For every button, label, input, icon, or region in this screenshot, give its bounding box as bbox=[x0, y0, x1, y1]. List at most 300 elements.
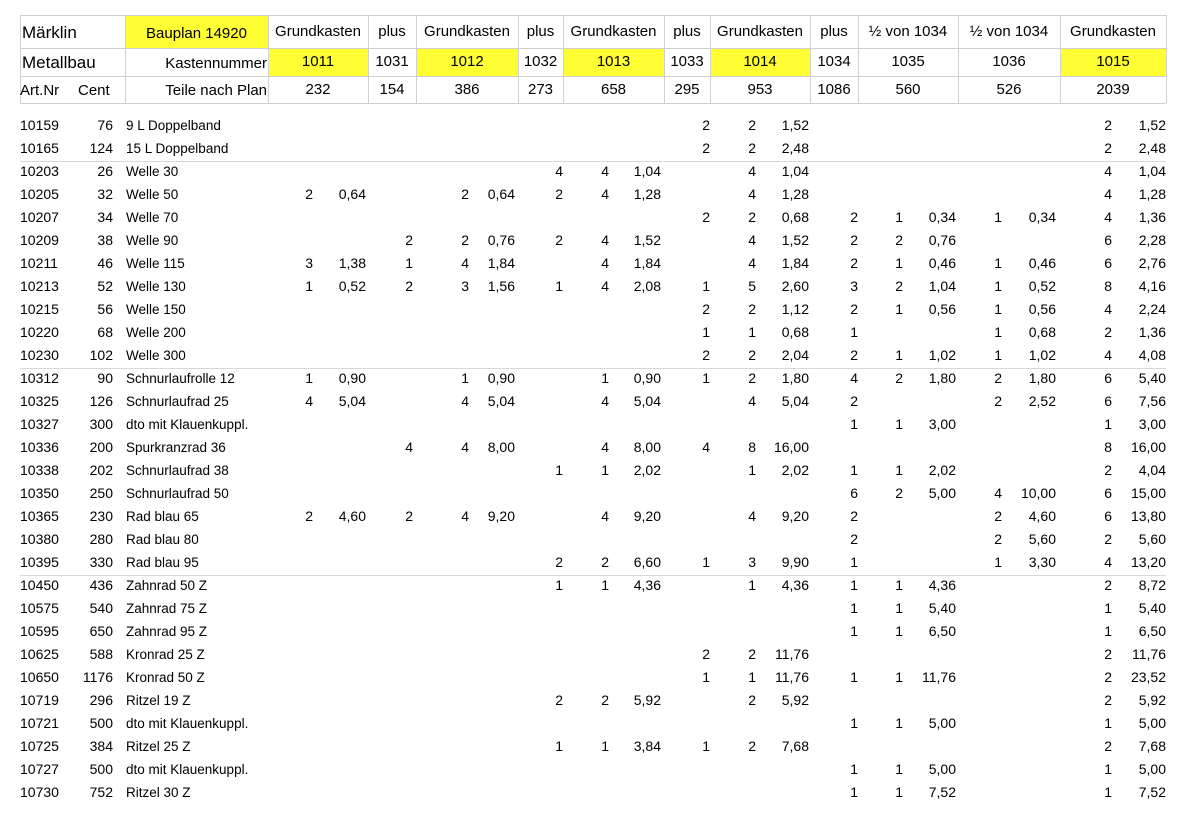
column-header: Grundkasten bbox=[1070, 23, 1156, 40]
table-cell: 4 bbox=[1104, 347, 1112, 363]
table-cell: 5,04 bbox=[487, 393, 515, 409]
part-name: Welle 115 bbox=[126, 256, 185, 271]
table-cell: 2 bbox=[895, 232, 903, 248]
table-cell: 1,04 bbox=[781, 163, 809, 179]
table-cell: 6 bbox=[850, 485, 858, 501]
table-cell: 4 bbox=[461, 508, 469, 524]
table-cell: 4,60 bbox=[1028, 508, 1056, 524]
table-cell: 5,00 bbox=[1138, 715, 1166, 731]
table-cell: 2 bbox=[748, 692, 756, 708]
table-cell: 1 bbox=[895, 577, 903, 593]
table-cell: 2 bbox=[405, 232, 413, 248]
table-cell: 4,36 bbox=[633, 577, 661, 593]
table-cell: 2 bbox=[748, 209, 756, 225]
table-cell: 4 bbox=[601, 439, 609, 455]
article-number: 10721 bbox=[20, 715, 59, 731]
table-cell: 2 bbox=[748, 347, 756, 363]
table-cell: 2,24 bbox=[1138, 301, 1166, 317]
table-cell: 1 bbox=[1104, 784, 1112, 800]
price-cent: 1176 bbox=[82, 669, 113, 685]
table-cell: 5,00 bbox=[928, 715, 956, 731]
table-cell: 8,72 bbox=[1138, 577, 1166, 593]
part-name: Welle 130 bbox=[126, 279, 186, 294]
part-name: Rad blau 65 bbox=[126, 509, 199, 524]
table-cell: 2 bbox=[850, 508, 858, 524]
price-cent: 68 bbox=[97, 324, 113, 340]
parts-per-plan-count: 154 bbox=[379, 81, 405, 98]
part-name: Schnurlaufrad 50 bbox=[126, 486, 229, 501]
table-cell: 3 bbox=[461, 278, 469, 294]
table-cell: 1 bbox=[305, 370, 313, 386]
table-cell: 0,64 bbox=[487, 186, 515, 202]
parts-per-plan-label: Teile nach Plan bbox=[165, 82, 267, 99]
table-cell: 16,00 bbox=[1130, 439, 1166, 455]
table-cell: 1 bbox=[555, 462, 563, 478]
table-cell: 1,84 bbox=[781, 255, 809, 271]
table-cell: 1 bbox=[555, 577, 563, 593]
part-name: Welle 90 bbox=[126, 233, 179, 248]
box-number-label: Kastennummer bbox=[165, 55, 267, 72]
table-cell: 1 bbox=[895, 416, 903, 432]
table-cell: 2 bbox=[748, 140, 756, 156]
table-cell: 13,80 bbox=[1130, 508, 1166, 524]
article-number: 10213 bbox=[20, 278, 59, 294]
table-cell: 7,68 bbox=[1138, 738, 1166, 754]
price-cent: 280 bbox=[89, 531, 113, 547]
table-cell: 1,84 bbox=[633, 255, 661, 271]
table-cell: 3 bbox=[850, 278, 858, 294]
price-cent: 588 bbox=[89, 646, 113, 662]
price-cent: 500 bbox=[89, 761, 113, 777]
table-cell: 2 bbox=[702, 140, 710, 156]
article-number: 10395 bbox=[20, 554, 59, 570]
box-number: 1013 bbox=[596, 53, 631, 70]
table-cell: 1 bbox=[461, 370, 469, 386]
table-cell: 1,04 bbox=[928, 278, 956, 294]
table-cell: 1 bbox=[850, 784, 858, 800]
price-cent: 650 bbox=[89, 623, 113, 639]
article-number: 10159 bbox=[20, 117, 59, 133]
table-cell: 2 bbox=[1104, 462, 1112, 478]
table-cell: 1,56 bbox=[487, 278, 515, 294]
column-header: plus bbox=[378, 23, 406, 40]
part-name: Ritzel 25 Z bbox=[126, 739, 191, 754]
table-cell: 2 bbox=[555, 232, 563, 248]
table-cell: 2 bbox=[994, 370, 1002, 386]
table-cell: 5,92 bbox=[633, 692, 661, 708]
table-cell: 4 bbox=[748, 255, 756, 271]
table-cell: 4 bbox=[748, 232, 756, 248]
table-cell: 4 bbox=[1104, 209, 1112, 225]
part-name: Schnurlaufrad 38 bbox=[126, 463, 229, 478]
table-cell: 2 bbox=[601, 692, 609, 708]
article-number: 10338 bbox=[20, 462, 59, 478]
brand-label: Märklin bbox=[22, 23, 77, 42]
table-cell: 4 bbox=[601, 255, 609, 271]
article-number: 10719 bbox=[20, 692, 59, 708]
table-cell: 4 bbox=[748, 508, 756, 524]
table-cell: 1 bbox=[994, 255, 1002, 271]
table-cell: 1 bbox=[748, 324, 756, 340]
table-cell: 4,36 bbox=[928, 577, 956, 593]
table-cell: 0,34 bbox=[1028, 209, 1056, 225]
article-number: 10625 bbox=[20, 646, 59, 662]
price-cent: 52 bbox=[97, 278, 113, 294]
table-cell: 1,04 bbox=[1138, 163, 1166, 179]
table-cell: 4 bbox=[461, 393, 469, 409]
table-cell: 0,76 bbox=[928, 232, 956, 248]
table-cell: 2 bbox=[850, 232, 858, 248]
table-cell: 5,00 bbox=[928, 761, 956, 777]
article-number: 10165 bbox=[20, 140, 59, 156]
table-cell: 1 bbox=[601, 462, 609, 478]
table-cell: 1 bbox=[895, 623, 903, 639]
row-separator bbox=[20, 575, 1166, 576]
table-cell: 1 bbox=[702, 669, 710, 685]
table-cell: 1,84 bbox=[487, 255, 515, 271]
table-cell: 1 bbox=[405, 255, 413, 271]
table-cell: 5,04 bbox=[633, 393, 661, 409]
table-cell: 0,90 bbox=[633, 370, 661, 386]
price-cent: 126 bbox=[89, 393, 113, 409]
table-cell: 6 bbox=[1104, 255, 1112, 271]
part-name: Zahnrad 75 Z bbox=[126, 601, 208, 616]
table-cell: 4 bbox=[994, 485, 1002, 501]
table-cell: 8 bbox=[1104, 439, 1112, 455]
table-cell: 2,76 bbox=[1138, 255, 1166, 271]
table-cell: 8,00 bbox=[633, 439, 661, 455]
parts-per-plan-count: 560 bbox=[895, 81, 921, 98]
price-cent: 230 bbox=[89, 508, 113, 524]
table-cell: 2 bbox=[895, 278, 903, 294]
table-cell: 3,30 bbox=[1028, 554, 1056, 570]
table-cell: 5,00 bbox=[1138, 761, 1166, 777]
part-name: Welle 300 bbox=[126, 348, 186, 363]
box-number: 1031 bbox=[375, 53, 409, 70]
table-cell: 0,68 bbox=[781, 209, 809, 225]
part-name: Welle 50 bbox=[126, 187, 179, 202]
table-cell: 6 bbox=[1104, 370, 1112, 386]
price-cent: 26 bbox=[97, 163, 113, 179]
table-cell: 2 bbox=[850, 255, 858, 271]
table-cell: 2 bbox=[748, 738, 756, 754]
table-cell: 1 bbox=[748, 577, 756, 593]
table-cell: 1,02 bbox=[928, 347, 956, 363]
header-grid-line bbox=[20, 103, 1166, 104]
article-number: 10325 bbox=[20, 393, 59, 409]
table-cell: 2 bbox=[1104, 117, 1112, 133]
table-cell: 4 bbox=[601, 393, 609, 409]
table-cell: 7,56 bbox=[1138, 393, 1166, 409]
table-cell: 4 bbox=[850, 370, 858, 386]
table-cell: 6 bbox=[1104, 508, 1112, 524]
table-cell: 4 bbox=[748, 393, 756, 409]
part-name: Ritzel 19 Z bbox=[126, 693, 191, 708]
table-cell: 1,80 bbox=[928, 370, 956, 386]
table-cell: 2 bbox=[461, 186, 469, 202]
table-cell: 0,56 bbox=[928, 301, 956, 317]
table-cell: 0,34 bbox=[928, 209, 956, 225]
table-cell: 1,52 bbox=[781, 232, 809, 248]
table-cell: 5,04 bbox=[338, 393, 366, 409]
table-cell: 13,20 bbox=[1130, 554, 1166, 570]
table-cell: 8 bbox=[1104, 278, 1112, 294]
table-cell: 3 bbox=[748, 554, 756, 570]
table-cell: 11,76 bbox=[775, 669, 809, 685]
table-cell: 2,60 bbox=[781, 278, 809, 294]
part-name: Rad blau 95 bbox=[126, 555, 199, 570]
part-name: dto mit Klauenkuppl. bbox=[126, 417, 249, 432]
table-cell: 1 bbox=[895, 761, 903, 777]
part-name: Welle 150 bbox=[126, 302, 186, 317]
table-cell: 1 bbox=[994, 347, 1002, 363]
table-cell: 0,90 bbox=[338, 370, 366, 386]
table-cell: 5,92 bbox=[781, 692, 809, 708]
table-cell: 2 bbox=[702, 301, 710, 317]
article-number: 10595 bbox=[20, 623, 59, 639]
table-cell: 1,52 bbox=[781, 117, 809, 133]
table-cell: 9,20 bbox=[487, 508, 515, 524]
table-cell: 11,76 bbox=[922, 669, 956, 685]
table-cell: 4 bbox=[601, 232, 609, 248]
price-cent: 90 bbox=[97, 370, 113, 386]
table-cell: 4 bbox=[555, 163, 563, 179]
table-cell: 1,36 bbox=[1138, 324, 1166, 340]
article-number: 10220 bbox=[20, 324, 59, 340]
plan-label: Bauplan 14920 bbox=[146, 25, 247, 42]
table-cell: 2 bbox=[1104, 140, 1112, 156]
table-cell: 2,04 bbox=[781, 347, 809, 363]
part-name: Rad blau 80 bbox=[126, 532, 199, 547]
table-cell: 1,36 bbox=[1138, 209, 1166, 225]
price-cent: 76 bbox=[97, 117, 113, 133]
table-cell: 2 bbox=[405, 508, 413, 524]
article-number: 10725 bbox=[20, 738, 59, 754]
part-name: Welle 200 bbox=[126, 325, 186, 340]
table-cell: 4 bbox=[601, 508, 609, 524]
article-number: 10365 bbox=[20, 508, 59, 524]
table-cell: 4,08 bbox=[1138, 347, 1166, 363]
price-cent: 124 bbox=[89, 140, 113, 156]
article-number: 10209 bbox=[20, 232, 59, 248]
price-cent: 500 bbox=[89, 715, 113, 731]
table-cell: 6,50 bbox=[1138, 623, 1166, 639]
header-grid-line bbox=[20, 76, 1166, 77]
table-cell: 11,76 bbox=[1132, 646, 1166, 662]
table-cell: 2 bbox=[555, 692, 563, 708]
table-cell: 2 bbox=[1104, 577, 1112, 593]
table-cell: 2 bbox=[748, 301, 756, 317]
price-cent: 46 bbox=[97, 255, 113, 271]
table-cell: 15,00 bbox=[1130, 485, 1166, 501]
price-cent: 436 bbox=[89, 577, 113, 593]
table-cell: 1 bbox=[850, 324, 858, 340]
table-cell: 2 bbox=[748, 370, 756, 386]
article-number: 10312 bbox=[20, 370, 59, 386]
table-cell: 1 bbox=[850, 669, 858, 685]
article-number: 10327 bbox=[20, 416, 59, 432]
parts-per-plan-count: 273 bbox=[527, 81, 554, 98]
column-header: plus bbox=[526, 23, 555, 40]
table-cell: 9,20 bbox=[633, 508, 661, 524]
part-name: Ritzel 30 Z bbox=[126, 785, 191, 800]
table-cell: 7,52 bbox=[1138, 784, 1166, 800]
table-cell: 4 bbox=[601, 278, 609, 294]
table-cell: 16,00 bbox=[773, 439, 809, 455]
table-cell: 2 bbox=[850, 347, 858, 363]
table-cell: 1 bbox=[555, 278, 563, 294]
table-cell: 5,00 bbox=[928, 485, 956, 501]
part-name: Kronrad 25 Z bbox=[126, 647, 205, 662]
table-cell: 4 bbox=[1104, 163, 1112, 179]
part-name: 9 L Doppelband bbox=[126, 118, 221, 133]
article-number: 10350 bbox=[20, 485, 59, 501]
table-cell: 2 bbox=[1104, 646, 1112, 662]
part-name: Zahnrad 95 Z bbox=[126, 624, 208, 639]
table-cell: 4 bbox=[748, 186, 756, 202]
price-cent: 250 bbox=[89, 485, 113, 501]
table-cell: 1,52 bbox=[1138, 117, 1166, 133]
box-number: 1036 bbox=[992, 53, 1026, 70]
price-cent: 384 bbox=[89, 738, 113, 754]
table-cell: 5,04 bbox=[781, 393, 809, 409]
table-cell: 4 bbox=[1104, 301, 1112, 317]
table-cell: 1,80 bbox=[1028, 370, 1056, 386]
table-cell: 2 bbox=[895, 370, 903, 386]
part-name: Schnurlaufrad 25 bbox=[126, 394, 229, 409]
art-nr-header: Art.Nr bbox=[20, 82, 60, 99]
table-cell: 1,28 bbox=[1138, 186, 1166, 202]
table-cell: 0,76 bbox=[487, 232, 515, 248]
article-number: 10205 bbox=[20, 186, 59, 202]
table-cell: 5,40 bbox=[1138, 600, 1166, 616]
price-cent: 300 bbox=[89, 416, 113, 432]
price-cent: 202 bbox=[89, 462, 113, 478]
table-cell: 2 bbox=[601, 554, 609, 570]
brand-label: Metallbau bbox=[22, 53, 96, 72]
table-cell: 1 bbox=[895, 715, 903, 731]
part-name: Zahnrad 50 Z bbox=[126, 578, 208, 593]
table-cell: 2 bbox=[702, 209, 710, 225]
part-name: dto mit Klauenkuppl. bbox=[126, 716, 249, 731]
parts-per-plan-count: 2039 bbox=[1096, 81, 1130, 98]
table-cell: 1 bbox=[994, 324, 1002, 340]
table-cell: 1 bbox=[702, 278, 710, 294]
table-cell: 1 bbox=[895, 462, 903, 478]
column-header: Grundkasten bbox=[570, 23, 657, 40]
article-number: 10203 bbox=[20, 163, 59, 179]
table-cell: 2 bbox=[305, 186, 313, 202]
table-cell: 6,50 bbox=[928, 623, 956, 639]
box-number: 1034 bbox=[817, 53, 851, 70]
table-cell: 6 bbox=[1104, 232, 1112, 248]
table-cell: 9,90 bbox=[781, 554, 809, 570]
table-cell: 1 bbox=[895, 600, 903, 616]
column-header: Grundkasten bbox=[717, 23, 803, 40]
price-cent: 38 bbox=[97, 232, 113, 248]
table-cell: 2 bbox=[305, 508, 313, 524]
table-cell: 2 bbox=[1104, 738, 1112, 754]
table-cell: 4 bbox=[1104, 186, 1112, 202]
table-cell: 9,20 bbox=[781, 508, 809, 524]
table-cell: 7,52 bbox=[928, 784, 956, 800]
column-header: ½ von 1034 bbox=[868, 23, 948, 40]
table-cell: 0,68 bbox=[781, 324, 809, 340]
table-cell: 1 bbox=[850, 462, 858, 478]
table-cell: 1 bbox=[850, 416, 858, 432]
table-cell: 2 bbox=[405, 278, 413, 294]
table-cell: 4 bbox=[461, 255, 469, 271]
table-cell: 2 bbox=[850, 301, 858, 317]
table-cell: 5,40 bbox=[928, 600, 956, 616]
table-cell: 1 bbox=[748, 669, 756, 685]
table-cell: 1 bbox=[1104, 715, 1112, 731]
table-cell: 1 bbox=[850, 761, 858, 777]
parts-per-plan-count: 953 bbox=[747, 81, 773, 98]
cent-header: Cent bbox=[78, 82, 110, 99]
table-cell: 2 bbox=[1104, 692, 1112, 708]
table-cell: 1 bbox=[702, 370, 710, 386]
table-cell: 1 bbox=[702, 324, 710, 340]
table-cell: 1 bbox=[994, 554, 1002, 570]
table-cell: 3,00 bbox=[928, 416, 956, 432]
table-cell: 2 bbox=[994, 531, 1002, 547]
row-separator bbox=[20, 161, 1166, 162]
table-cell: 1 bbox=[702, 738, 710, 754]
header-grid-line bbox=[20, 15, 1166, 16]
table-cell: 4,36 bbox=[781, 577, 809, 593]
table-cell: 2,08 bbox=[633, 278, 661, 294]
price-cent: 32 bbox=[97, 186, 113, 202]
box-number: 1012 bbox=[450, 53, 484, 70]
header-grid-line bbox=[1166, 15, 1167, 103]
price-cent: 102 bbox=[89, 347, 113, 363]
table-cell: 1 bbox=[994, 301, 1002, 317]
parts-per-plan-count: 1086 bbox=[817, 81, 851, 98]
part-name: Welle 30 bbox=[126, 164, 179, 179]
parts-per-plan-count: 386 bbox=[454, 81, 480, 98]
table-cell: 2 bbox=[1104, 669, 1112, 685]
table-cell: 1 bbox=[895, 255, 903, 271]
box-number: 1015 bbox=[1096, 53, 1130, 70]
column-header: ½ von 1034 bbox=[969, 23, 1049, 40]
table-cell: 2 bbox=[702, 646, 710, 662]
table-cell: 1,02 bbox=[1028, 347, 1056, 363]
table-cell: 8,00 bbox=[487, 439, 515, 455]
table-cell: 2,02 bbox=[633, 462, 661, 478]
table-cell: 3 bbox=[305, 255, 313, 271]
column-header: plus bbox=[820, 23, 848, 40]
table-cell: 2 bbox=[850, 393, 858, 409]
table-cell: 2 bbox=[994, 508, 1002, 524]
table-cell: 1 bbox=[895, 669, 903, 685]
table-cell: 2,48 bbox=[1138, 140, 1166, 156]
table-cell: 4 bbox=[601, 186, 609, 202]
article-number: 10215 bbox=[20, 301, 59, 317]
table-cell: 2 bbox=[461, 232, 469, 248]
table-cell: 6 bbox=[1104, 485, 1112, 501]
table-cell: 2 bbox=[555, 554, 563, 570]
parts-per-plan-count: 295 bbox=[674, 81, 700, 98]
table-cell: 1,12 bbox=[781, 301, 809, 317]
table-cell: 2,02 bbox=[928, 462, 956, 478]
table-cell: 3,00 bbox=[1138, 416, 1166, 432]
part-name: 15 L Doppelband bbox=[126, 141, 229, 156]
table-cell: 6 bbox=[1104, 393, 1112, 409]
table-cell: 2,48 bbox=[781, 140, 809, 156]
parts-per-plan-count: 232 bbox=[305, 81, 331, 98]
table-cell: 1,28 bbox=[781, 186, 809, 202]
